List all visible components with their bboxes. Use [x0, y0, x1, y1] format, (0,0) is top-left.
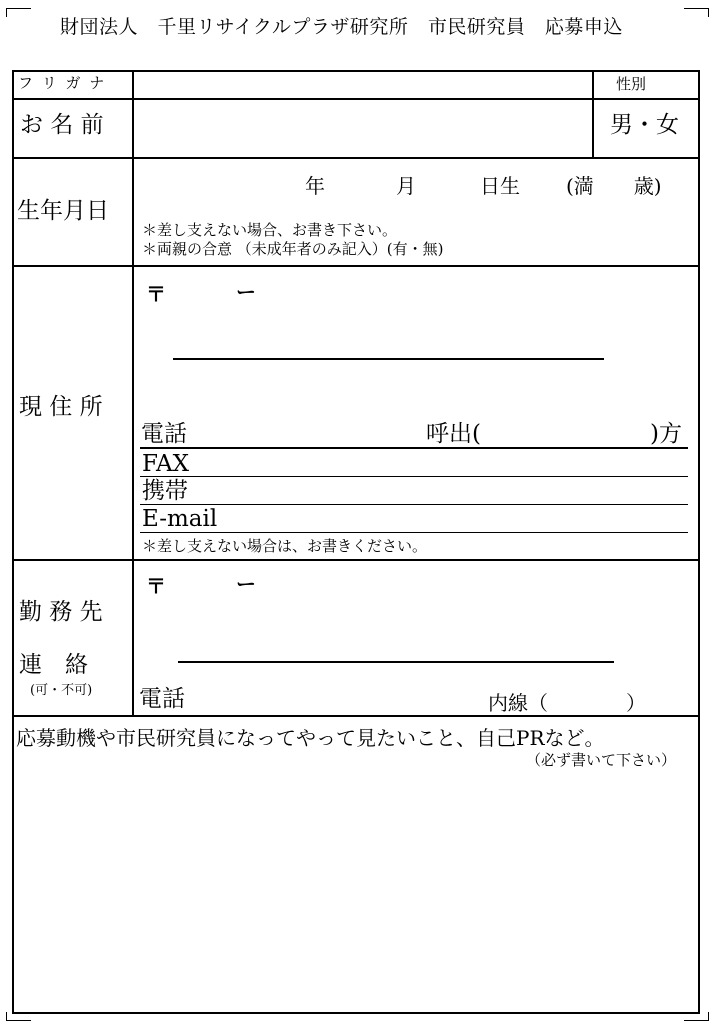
address-label: 現 住 所 [19, 394, 103, 420]
mobile-label: 携帯 [142, 478, 188, 504]
address-postal-mark: 〒 [146, 282, 166, 306]
birth-year-unit: 年 [305, 174, 325, 198]
crop-mark-top-left [6, 8, 31, 17]
contact-permission[interactable]: (可・不可) [30, 683, 93, 698]
extension-label: 内線（ [488, 691, 548, 715]
motivation-field[interactable] [14, 776, 698, 1012]
address-note: ＊差し支えない場合は、お書きください。 [142, 537, 428, 555]
phone-line[interactable] [140, 447, 688, 449]
fax-line[interactable] [140, 476, 688, 477]
row-divider-workplace [12, 715, 700, 717]
fax-label: FAX [142, 451, 189, 477]
gender-options[interactable]: 男・女 [610, 112, 679, 138]
work-postal-mark: 〒 [146, 574, 166, 598]
call-via-label: 呼出( [426, 421, 481, 447]
email-label: E-mail [142, 506, 218, 532]
form-title: 財団法人 千里リサイクルプラザ研究所 市民研究員 応募申込 [60, 16, 623, 38]
name-field[interactable] [134, 100, 590, 156]
birth-month-unit: 月 [396, 174, 416, 198]
row-divider-name [12, 157, 700, 159]
gender-column-divider [592, 70, 594, 158]
address-line[interactable] [173, 358, 604, 360]
home-phone-label: 電話 [141, 421, 187, 447]
email-line[interactable] [140, 532, 688, 533]
motivation-note: （必ず書いて下さい） [526, 751, 677, 769]
work-phone-label: 電話 [139, 686, 185, 712]
label-column-divider [132, 70, 134, 716]
address-postal-dash: ー [236, 280, 256, 304]
furigana-label: フ リ ガ ナ [18, 74, 107, 92]
parental-consent-note: ＊両親の合意 （未成年者のみ記入）(有・無) [142, 240, 444, 258]
mobile-line[interactable] [140, 504, 688, 505]
row-divider-address [12, 559, 700, 561]
gender-header: 性別 [616, 75, 647, 93]
extension-end: ） [626, 691, 646, 715]
birth-day-unit: 日生 [480, 174, 520, 198]
motivation-prompt: 応募動機や市民研究員になってやって見たいこと、自己PRなど。 [16, 726, 605, 750]
contact-label: 連 絡 [19, 652, 88, 678]
age-field: (満 歳) [566, 174, 662, 198]
row-divider-birthdate [12, 265, 700, 267]
workplace-label: 勤 務 先 [19, 599, 103, 625]
call-via-end: )方 [650, 421, 682, 447]
work-postal-dash: ー [236, 572, 256, 596]
furigana-field[interactable] [134, 72, 590, 97]
birthdate-note: ＊差し支えない場合、お書き下さい。 [142, 221, 398, 239]
work-address-line[interactable] [178, 661, 614, 663]
crop-mark-top-right [684, 8, 709, 17]
birthdate-label: 生年月日 [17, 198, 109, 224]
name-label: お 名 前 [20, 112, 104, 138]
